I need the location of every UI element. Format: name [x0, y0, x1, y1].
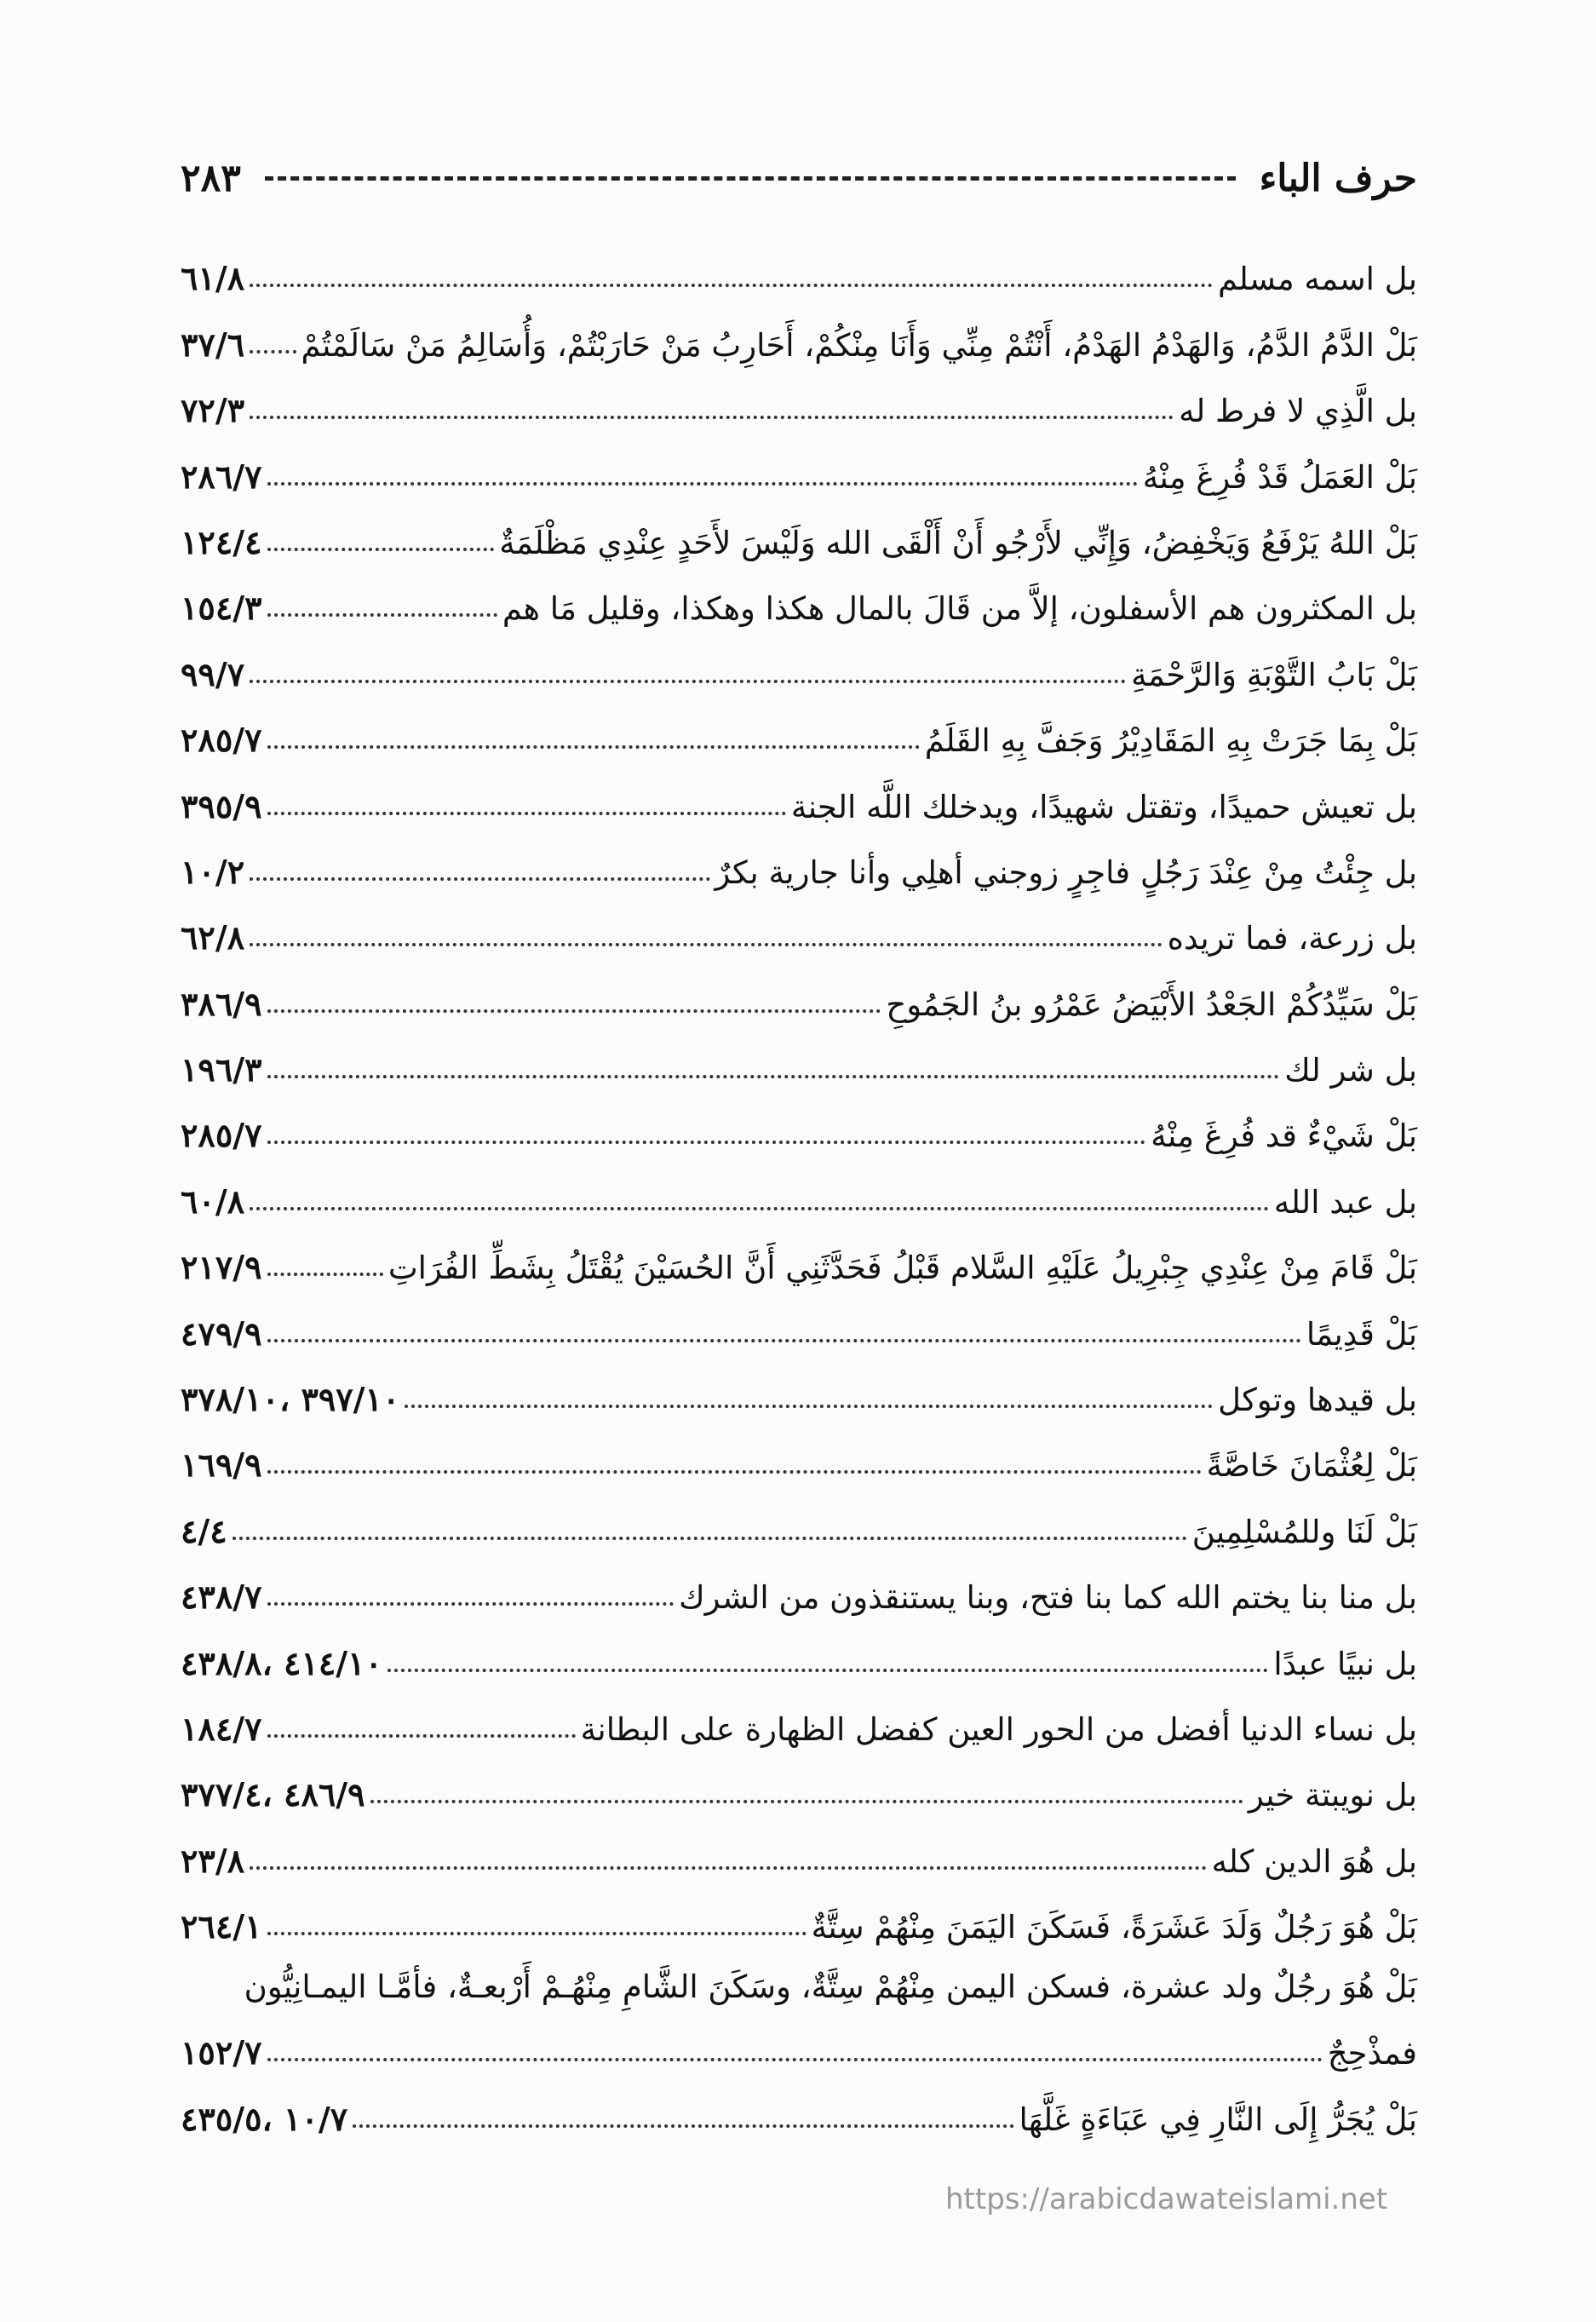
chapter-title: حرف الباء	[1259, 156, 1417, 200]
entry-text: بل اسمه مسلم	[1217, 261, 1417, 298]
entry-reference: ١٨٤/٧	[181, 1709, 262, 1748]
index-entry	[181, 1616, 1417, 1681]
leader-dots	[370, 1800, 1243, 1803]
entry-reference: ١٩٦/٣	[181, 1050, 262, 1089]
hadith-index-list	[181, 232, 1417, 2138]
leader-dots	[267, 548, 495, 551]
index-entry	[181, 627, 1417, 693]
entry-text: فمذْحِجٌ	[1327, 2035, 1417, 2072]
entry-reference: ٦٠/٨	[181, 1181, 245, 1221]
index-entry	[181, 2072, 1417, 2137]
leader-dots	[267, 1075, 1280, 1078]
leader-dots	[267, 1141, 1146, 1144]
index-entry	[181, 364, 1417, 429]
entry-reference: ٦١/٨	[181, 259, 245, 298]
entry-text: بَلْ سَيِّدُكُمْ الجَعْدُ الأَبْيَضُ عَمْرُو بنُ الجَمُوحِ	[886, 986, 1417, 1023]
entry-reference: ٣٧/٦	[181, 325, 245, 364]
leader-dots	[267, 1734, 576, 1738]
leader-dots	[267, 613, 497, 617]
entry-reference: ٢٦٤/١	[181, 1907, 262, 1946]
leader-dots	[267, 1339, 1301, 1342]
leader-dots	[250, 416, 1174, 419]
index-entry	[181, 1089, 1417, 1154]
entry-text: بَلْ بَابُ التَّوْبَةِ وَالرَّحْمَةِ	[1131, 656, 1417, 693]
entry-reference: ١٦٩/٩	[181, 1446, 262, 1485]
index-entry-wrapped-line1	[181, 1946, 1417, 2005]
entry-reference: ١٠/٧ ،٤٣٥/٥	[181, 2099, 348, 2138]
entry-reference: ٩٩/٧	[181, 654, 245, 693]
entry-text: بَلْ يُجَرُّ إِلَى النَّارِ فِي عَبَاءَةٍ غَلَّهَا	[1019, 2101, 1417, 2138]
entry-text: بل جِئْتُ مِنْ عِنْدَ رَجُلٍ فاجِرٍ زوجني أهلِي وأنا جارية بكرٌ	[715, 854, 1417, 891]
leader-dots	[250, 943, 1163, 946]
entry-text: بَلْ شَيْءٌ قد فُرِغَ مِنْهُ	[1151, 1118, 1417, 1155]
entry-text: بَلْ هُوَ رجُلٌ ولد عشرة، فسكن اليمن مِنْهُمْ سِتَّةٌ، وسَكَنَ الشَّامِ مِنْهُـمْ أَرْبعـةٌ، فأمَّـا اليمـانِيُّون	[244, 1969, 1417, 2006]
leader-dots	[250, 680, 1126, 683]
entry-text: بَلْ قَدِيمًا	[1306, 1315, 1417, 1353]
entry-text: بل شر لك	[1284, 1052, 1417, 1089]
leader-dots	[267, 1932, 807, 1935]
leader-dots	[353, 2124, 1013, 2128]
index-entry	[181, 297, 1417, 363]
leader-dots	[250, 1866, 1207, 1870]
leader-dots	[233, 1537, 1187, 1540]
entry-reference: ٢٨٥/٧	[181, 721, 262, 760]
page-header	[181, 152, 1417, 204]
index-entry	[181, 1484, 1417, 1549]
index-entry	[181, 1748, 1417, 1813]
entry-text: بَلْ هُوَ رَجُلٌ وَلَدَ عَشَرَةً، فَسَكَنَ اليَمَنَ مِنْهُمْ سِتَّةٌ	[811, 1909, 1417, 1946]
leader-dots	[267, 812, 786, 815]
entry-reference: ٣٨٦/٩	[181, 984, 262, 1023]
entry-text: بَلْ العَمَلُ قَدْ فُرِغَ مِنْهُ	[1142, 458, 1417, 496]
entry-reference: ٤٧٩/٩	[181, 1313, 262, 1353]
index-entry	[181, 1154, 1417, 1220]
index-entry	[181, 1023, 1417, 1089]
entry-text: بل زرعة، فما تريده	[1167, 920, 1417, 957]
entry-text: بل قيدها وتوكل	[1218, 1382, 1417, 1419]
index-entry	[181, 496, 1417, 561]
entry-reference: ٤٨٦/٩ ،٣٧٧/٤	[181, 1775, 365, 1814]
index-entry	[181, 957, 1417, 1022]
index-entry	[181, 1880, 1417, 1946]
entry-reference: ١٠/٢	[181, 852, 245, 891]
leader-dots	[267, 482, 1138, 486]
leader-dots	[267, 1009, 881, 1013]
entry-reference: ١٥٢/٧	[181, 2033, 262, 2072]
leader-dots	[267, 1470, 1202, 1474]
entry-text: بل الَّذِي لا فرط له	[1179, 393, 1417, 430]
entry-reference: ٣٩٥/٩	[181, 786, 262, 825]
page-number: ٢٨٣	[181, 156, 241, 200]
entry-text: بل نساء الدنيا أفضل من الحور العين كفضل الظهارة على البطانة	[580, 1710, 1417, 1748]
entry-text: بَلْ اللهُ يَرْفَعُ وَيَخْفِضُ، وَإِنِّي لأَرْجُو أَنْ أَلْقَى الله وَلَيْسَ لأَحَدٍ عِنْدِي مَظْلَمَةٌ	[499, 524, 1417, 561]
entry-reference: ١٢٤/٤	[181, 522, 262, 561]
watermark-url: https://arabicdawateislami.net	[945, 2182, 1388, 2216]
entry-reference: ٢٨٦/٧	[181, 457, 262, 496]
entry-reference: ١٥٤/٣	[181, 589, 262, 628]
index-entry	[181, 693, 1417, 759]
leader-dots	[267, 1273, 383, 1276]
index-entry	[181, 232, 1417, 297]
entry-text: بل المكثرون هم الأسفلون، إلاَّ من قَالَ بالمال هكذا وهكذا، وقليل مَا هم	[502, 590, 1417, 628]
leader-dots	[250, 350, 296, 353]
leader-dots	[250, 877, 709, 881]
index-entry	[181, 1286, 1417, 1352]
index-entry	[181, 1353, 1417, 1418]
index-entry	[181, 825, 1417, 891]
index-entry-wrapped-line2	[181, 2005, 1417, 2072]
entry-text: بَلْ قَامَ مِنْ عِنْدِي جِبْرِيلُ عَلَيْهِ السَّلام قَبْلُ فَحَدَّثَنِي أَنَّ الحُسَيْنَ يُقْتَلُ بِشَطِّ الفُرَاتِ	[388, 1250, 1417, 1287]
index-entry	[181, 429, 1417, 495]
entry-text: بَلْ الدَّمُ الدَّمُ، وَالهَدْمُ الهَدْمُ، أَنْتُمْ مِنِّي وَأَنَا مِنْكُمْ، أَحَارِبُ مَنْ حَارَبْتُمْ، وَأُسَالِمُ مَنْ سَالَمْتُمْ	[301, 326, 1417, 364]
index-entry	[181, 1221, 1417, 1286]
leader-dots	[250, 1207, 1269, 1210]
entry-text: بل تعيش حميدًا، وتقتل شهيدًا، ويدخلك اللَّه الجنة	[790, 788, 1417, 825]
index-entry	[181, 759, 1417, 825]
entry-text: بل منا بنا يختم الله كما بنا فتح، وبنا يستنقذون من الشرك	[679, 1579, 1417, 1617]
entry-text: بل نبيًا عبدًا	[1273, 1645, 1417, 1682]
leader-dots	[267, 745, 920, 749]
entry-text: بَلْ لَنَا وللمُسْلِمِينَ	[1191, 1513, 1417, 1550]
index-entry	[181, 891, 1417, 957]
entry-text: بل هُوَ الدين كله	[1211, 1842, 1417, 1880]
entry-reference: ٢٨٥/٧	[181, 1116, 262, 1155]
leader-dots	[250, 284, 1213, 287]
entry-reference: ٧٢/٣	[181, 391, 245, 430]
entry-text: بل نويبتة خير	[1248, 1777, 1417, 1814]
entry-reference: ٦٢/٨	[181, 918, 245, 957]
leader-dots	[405, 1405, 1213, 1408]
entry-text: بَلْ بِمَا جَرَتْ بِهِ المَقَادِيْرُ وَجَفَّ بِهِ القَلَمُ	[924, 722, 1417, 760]
entry-reference: ٣٩٧/١٠ ،٣٧٨/١٠	[181, 1380, 400, 1419]
leader-dots	[267, 2058, 1323, 2061]
index-entry	[181, 1682, 1417, 1748]
leader-dots	[388, 1669, 1268, 1672]
entry-text: بل عبد الله	[1273, 1183, 1417, 1221]
index-entry	[181, 561, 1417, 627]
entry-text: بَلْ لِعُثْمَانَ خَاصَّةً	[1206, 1447, 1417, 1485]
entry-reference: ٤٣٨/٧	[181, 1578, 262, 1617]
index-entry	[181, 1813, 1417, 1879]
index-entry	[181, 1418, 1417, 1484]
entry-reference: ٤١٤/١٠ ،٤٣٨/٨	[181, 1643, 382, 1682]
index-entry	[181, 1550, 1417, 1616]
entry-reference: ٢١٧/٩	[181, 1248, 262, 1287]
entry-reference: ٤/٤	[181, 1511, 227, 1550]
leader-dots	[267, 1602, 675, 1606]
header-rule	[265, 176, 1236, 181]
entry-reference: ٢٣/٨	[181, 1841, 245, 1880]
